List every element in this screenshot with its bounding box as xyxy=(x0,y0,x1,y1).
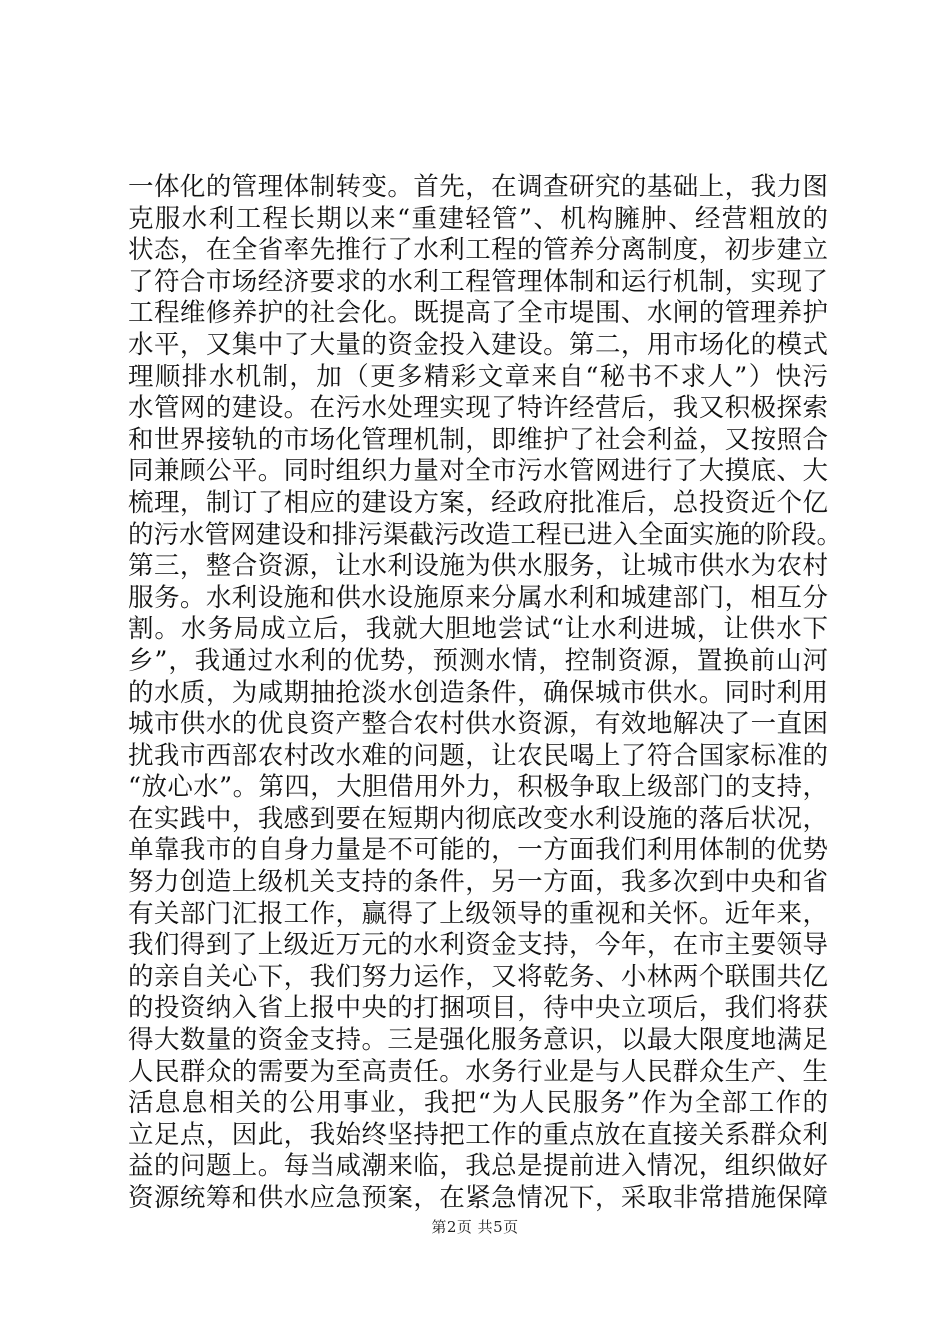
text-line: 服务。水利设施和供水设施原来分属水利和城建部门，相互分 xyxy=(128,582,828,613)
text-line: 工程维修养护的社会化。既提高了全市堤围、水闸的管理养护 xyxy=(128,298,828,329)
text-line: 理顺排水机制，加（更多精彩文章来自“秘书不求人”）快污 xyxy=(128,361,828,392)
text-line: 我们得到了上级近万元的水利资金支持，今年，在市主要领导 xyxy=(128,930,828,961)
text-line: 活息息相关的公用事业，我把“为人民服务”作为全部工作的 xyxy=(128,1088,828,1119)
text-line: 割。水务局成立后，我就大胆地尝试“让水利进城，让供水下 xyxy=(128,614,828,645)
text-line: 乡”，我通过水利的优势，预测水情，控制资源，置换前山河 xyxy=(128,645,828,676)
text-line: 了符合市场经济要求的水利工程管理体制和运行机制，实现了 xyxy=(128,266,828,297)
text-line: 资源统筹和供水应急预案，在紧急情况下，采取非常措施保障 xyxy=(128,1183,828,1213)
text-line: 益的问题上。每当咸潮来临，我总是提前进入情况，组织做好 xyxy=(128,1151,828,1182)
text-line: 有关部门汇报工作，赢得了上级领导的重视和关怀。近年来， xyxy=(128,898,828,929)
text-line: 的污水管网建设和排污渠截污改造工程已进入全面实施的阶段。 xyxy=(128,519,843,550)
text-line: 扰我市西部农村改水难的问题，让农民喝上了符合国家标准的 xyxy=(128,740,828,771)
text-line: 在实践中，我感到要在短期内彻底改变水利设施的落后状况， xyxy=(128,803,828,834)
text-line: 状态，在全省率先推行了水利工程的管养分离制度，初步建立 xyxy=(128,235,828,266)
text-line: 和世界接轨的市场化管理机制，即维护了社会利益，又按照合 xyxy=(128,424,828,455)
text-line: 的水质，为咸期抽抢淡水创造条件，确保城市供水。同时利用 xyxy=(128,677,828,708)
text-line: 得大数量的资金支持。三是强化服务意识，以最大限度地满足 xyxy=(128,1025,828,1056)
text-line: 单靠我市的自身力量是不可能的，一方面我们利用体制的优势 xyxy=(128,835,828,866)
text-line: 一体化的管理体制转变。首先，在调查研究的基础上，我力图 xyxy=(128,172,828,202)
text-line: 的亲自关心下，我们努力运作，又将乾务、小林两个联围共亿 xyxy=(128,961,828,992)
text-line: 第三，整合资源，让水利设施为供水服务，让城市供水为农村 xyxy=(128,551,828,582)
text-line: 的投资纳入省上报中央的打捆项目，待中央立项后，我们将获 xyxy=(128,993,828,1024)
text-line: 同兼顾公平。同时组织力量对全市污水管网进行了大摸底、大 xyxy=(128,456,828,487)
text-line: 水平，又集中了大量的资金投入建设。第二，用市场化的模式 xyxy=(128,329,828,360)
text-line: 梳理，制订了相应的建设方案，经政府批准后，总投资近个亿 xyxy=(128,487,828,518)
text-line: 人民群众的需要为至高责任。水务行业是与人民群众生产、生 xyxy=(128,1056,828,1087)
text-line: 水管网的建设。在污水处理实现了特许经营后，我又积极探索 xyxy=(128,393,828,424)
text-line: 立足点，因此，我始终坚持把工作的重点放在直接关系群众利 xyxy=(128,1119,828,1150)
text-line: 努力创造上级机关支持的条件，另一方面，我多次到中央和省 xyxy=(128,867,828,898)
text-line: 城市供水的优良资产整合农村供水资源，有效地解决了一直困 xyxy=(128,709,828,740)
text-line: 克服水利工程长期以来“重建轻管”、机构臃肿、经营粗放的 xyxy=(128,203,828,234)
page-footer: 第2页 共5页 xyxy=(431,1218,519,1236)
body-text xyxy=(128,172,843,1215)
text-line: “放心水”。第四，大胆借用外力，积极争取上级部门的支持， xyxy=(128,772,828,803)
